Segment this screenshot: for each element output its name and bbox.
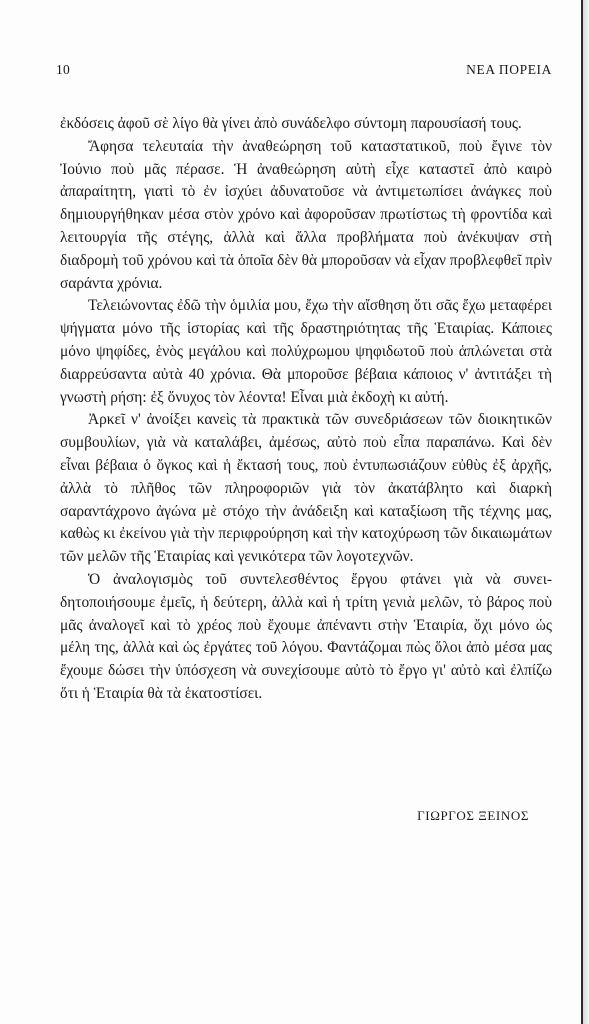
author-signature: ΓΙΩΡΓΟΣ ΞΕΙΝΟΣ <box>417 808 529 823</box>
paragraph-4: Ἀρκεῖ ν' ἀνοίξει κανεὶς τὰ πρακτικὰ τῶν συνεδριάσεων τῶν διοικητικῶν συμβουλίων, γιὰ νὰ καταλάβει, ἀμέσως, αὐτὸ ποὺ εἶπα παραπάνω. Καὶ δὲν εἶναι βέβαια ὁ ὄγκος καὶ ἡ ἔκτασή τους, ποὺ ἐντυπωσιάζουν εὐθὺς ἐξ ἀρχῆς, ἀλλὰ τὸ πλῆθος τῶν πληροφοριῶν γιὰ τὸν ἀκατάβλητο καὶ διαρκὴ σαραντάχρονο ἀγώνα μὲ στόχο τὴν ἀνάδειξη καὶ καταξίωση τῆς τέχνης μας, καθὼς κι ἐκείνου γιὰ τὴν περιφρούρηση καὶ τὴν κατοχύρωση τῶν δικαιωμάτων τῶν μελῶν τῆς Ἑταιρίας καὶ γενικότερα τῶν λογοτεχνῶν. <box>60 411 552 566</box>
body-text <box>60 113 552 706</box>
page-edge-line <box>581 0 583 1024</box>
page-header <box>56 62 552 82</box>
paragraph-1: ἐκδόσεις ἀφοῦ σὲ λίγο θὰ γίνει ἀπὸ συνάδελφο σύντομη παρουσίασή τους. <box>60 115 522 132</box>
paragraph-5: Ὁ ἀναλογισμὸς τοῦ συντελεσθέντος ἔργου φτάνει γιὰ νὰ συνειδητοποιήσουμε ἐμεῖς, ἡ δεύτερη, ἀλλὰ καὶ ἡ τρίτη γενιὰ μελῶν, τὸ βάρος ποὺ μᾶς ἀναλογεῖ καὶ τὸ χρέος ποὺ ἔχουμε ἀπέναντι στὴν Ἑταιρία, ὄχι μόνο ὡς μέλη της, ἀλλὰ καὶ ὡς ἐργάτες τοῦ λόγου. Φαντάζομαι πὼς ὅλοι ἀπὸ μέσα μας ἔχουμε δώσει τὴν ὑπόσχεση νὰ συνεχίσουμε αὐτὸ τὸ ἔργο γι' αὐτὸ καὶ ἐλπίζω ὅτι ἡ Ἑταιρία θὰ τὰ ἑκατοστίσει. <box>60 570 552 702</box>
running-head: ΝΕΑ ΠΟΡΕΙΑ <box>466 62 552 77</box>
paragraph-3: Τελειώνοντας ἐδῶ τὴν ὁμιλία μου, ἔχω τὴν αἴσθηση ὅτι σᾶς ἔχω μεταφέρει ψήγματα μόνο τῆς ἱστορίας καὶ τῆς δραστηριότητας τῆς Ἑταιρίας. Κάποιες μόνο ψηφίδες, ἑνὸς μεγάλου καὶ πολύχρωμου ψηφιδωτοῦ ποὺ ἁπλώνεται στὰ διαρρεύσαντα αὐτὰ 40 χρόνια. Θὰ μποροῦσε βέβαια κάποιος ν' ἀντιτάξει τὴ γνωστὴ ρήση: ἐξ ὄνυχος τὸν λέοντα! Εἶναι μιὰ ἐκδοχὴ κι αὐτή. <box>60 297 552 406</box>
page-number: 10 <box>56 62 71 77</box>
page-edge-shadow <box>583 0 589 1024</box>
paragraph-2: Ἄφησα τελευταία τὴν ἀναθεώρηση τοῦ καταστατικοῦ, ποὺ ἔγινε τὸν Ἰούνιο ποὺ μᾶς πέρασε. Ἡ ἀναθεώρηση αὐτὴ εἶχε καταστεῖ ἀπὸ καιρὸ ἀπαραίτητη, γιατὶ τὸ ἐν ἰσχύει ἀδυνατοῦσε νὰ ἀντιμετωπίσει ἀνάγκες ποὺ δημιουργήθηκαν μέσα στὸν χρόνο καὶ ἀφοροῦσαν πρωτίστως τὴ φροντίδα καὶ λειτουργία τῆς στέγης, ἀλλὰ καὶ ἄλλα προβλήματα ποὺ ἀνέκυψαν στὴ διαδρομὴ τοῦ χρόνου καὶ τὰ ὁποῖα δὲν θὰ μποροῦσαν νὰ εἶχαν προβλεφθεῖ πρὶν σαράντα χρόνια. <box>60 137 552 292</box>
